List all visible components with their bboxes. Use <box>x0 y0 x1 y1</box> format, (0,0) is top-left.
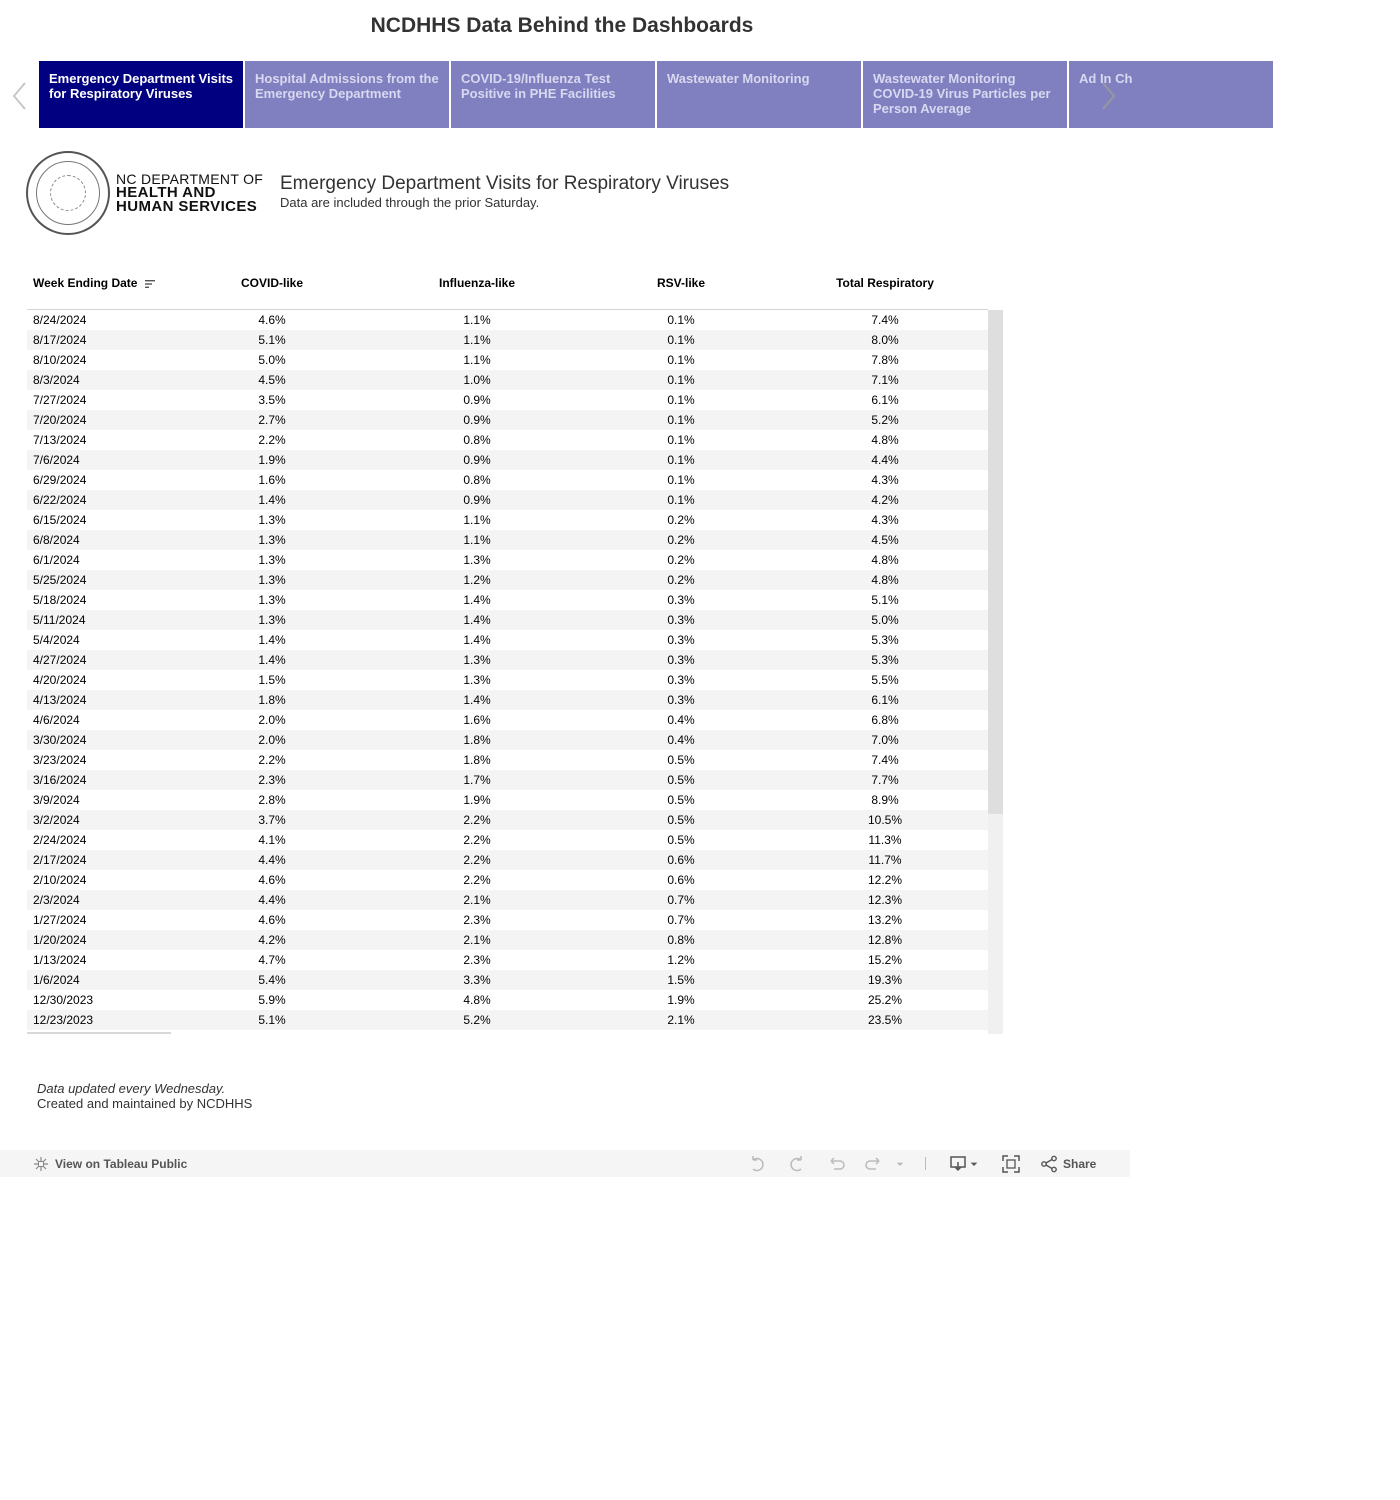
cell-rsv-like: 0.5% <box>667 793 695 807</box>
cell-influenza-like: 1.1% <box>463 513 491 527</box>
cell-rsv-like: 0.1% <box>667 393 695 407</box>
table-row <box>27 830 988 850</box>
cell-influenza-like: 5.2% <box>463 1013 491 1027</box>
cell-week-ending-date: 4/27/2024 <box>33 653 87 667</box>
cell-total-respiratory: 7.4% <box>871 753 899 767</box>
cell-covid-like: 2.7% <box>258 413 286 427</box>
cell-covid-like: 1.6% <box>258 473 286 487</box>
cell-covid-like: 1.3% <box>258 533 286 547</box>
cell-week-ending-date: 8/3/2024 <box>33 373 80 387</box>
table-row <box>27 870 988 890</box>
download-icon <box>950 1155 968 1173</box>
cell-covid-like: 2.3% <box>258 773 286 787</box>
fullscreen-icon <box>1002 1155 1020 1173</box>
cell-rsv-like: 0.3% <box>667 593 695 607</box>
cell-covid-like: 1.4% <box>258 653 286 667</box>
table-row <box>27 670 988 690</box>
cell-covid-like: 5.1% <box>258 1013 286 1027</box>
table-row <box>27 470 988 490</box>
cell-rsv-like: 0.6% <box>667 853 695 867</box>
table-row <box>27 890 988 910</box>
table-row <box>27 930 988 950</box>
cell-total-respiratory: 6.1% <box>871 693 899 707</box>
cell-week-ending-date: 1/6/2024 <box>33 973 80 987</box>
cell-total-respiratory: 4.8% <box>871 553 899 567</box>
page-title: NCDHHS Data Behind the Dashboards <box>370 14 754 37</box>
cell-total-respiratory: 4.4% <box>871 453 899 467</box>
cell-rsv-like: 0.1% <box>667 433 695 447</box>
cell-total-respiratory: 4.3% <box>871 513 899 527</box>
cell-week-ending-date: 8/17/2024 <box>33 333 87 347</box>
cell-week-ending-date: 5/25/2024 <box>33 573 87 587</box>
cell-covid-like: 4.4% <box>258 853 286 867</box>
cell-influenza-like: 1.9% <box>463 793 491 807</box>
cell-rsv-like: 0.8% <box>667 933 695 947</box>
cell-influenza-like: 1.3% <box>463 553 491 567</box>
table-header <box>27 258 988 310</box>
cell-total-respiratory: 4.5% <box>871 533 899 547</box>
cell-total-respiratory: 6.8% <box>871 713 899 727</box>
table-row <box>27 410 988 430</box>
cell-influenza-like: 0.8% <box>463 433 491 447</box>
cell-total-respiratory: 5.5% <box>871 673 899 687</box>
cell-influenza-like: 2.2% <box>463 833 491 847</box>
cell-rsv-like: 0.5% <box>667 813 695 827</box>
cell-influenza-like: 2.2% <box>463 853 491 867</box>
cell-total-respiratory: 23.5% <box>867 1013 903 1027</box>
cell-rsv-like: 0.5% <box>667 833 695 847</box>
table-row <box>27 390 988 410</box>
cell-covid-like: 1.3% <box>258 553 286 567</box>
cell-covid-like: 2.0% <box>258 713 286 727</box>
refresh-menu-button[interactable] <box>894 1150 906 1177</box>
cell-rsv-like: 1.2% <box>667 953 695 967</box>
cell-rsv-like: 0.7% <box>667 913 695 927</box>
cell-week-ending-date: 7/27/2024 <box>33 393 87 407</box>
table-row <box>27 950 988 970</box>
update-note: Data updated every Wednesday. <box>37 1081 226 1096</box>
table-row <box>27 650 988 670</box>
cell-rsv-like: 1.9% <box>667 993 695 1007</box>
cell-covid-like: 5.0% <box>258 353 286 367</box>
cell-week-ending-date: 7/20/2024 <box>33 413 87 427</box>
cell-total-respiratory: 5.0% <box>871 613 899 627</box>
cell-total-respiratory: 12.8% <box>867 933 903 947</box>
cell-influenza-like: 1.3% <box>463 653 491 667</box>
cell-week-ending-date: 2/24/2024 <box>33 833 87 847</box>
cell-week-ending-date: 2/3/2024 <box>33 893 80 907</box>
cell-rsv-like: 0.2% <box>667 513 695 527</box>
cell-rsv-like: 0.4% <box>667 733 695 747</box>
cell-rsv-like: 0.6% <box>667 873 695 887</box>
cell-total-respiratory: 4.3% <box>871 473 899 487</box>
table-row <box>27 370 988 390</box>
cell-total-respiratory: 11.3% <box>868 833 902 847</box>
maintainer-note: Created and maintained by NCDHHS <box>37 1096 253 1111</box>
cell-total-respiratory: 15.2% <box>867 953 903 967</box>
cell-week-ending-date: 12/23/2023 <box>33 1013 94 1027</box>
cell-covid-like: 1.8% <box>258 693 286 707</box>
cell-week-ending-date: 2/17/2024 <box>33 853 87 867</box>
tab-2[interactable]: COVID-19/Influenza Test Positive in PHE Facilities <box>451 61 655 128</box>
cell-total-respiratory: 12.2% <box>867 873 903 887</box>
scrollbar-thumb[interactable] <box>988 310 1003 814</box>
cell-influenza-like: 0.9% <box>463 413 491 427</box>
vertical-scrollbar[interactable] <box>988 310 1003 1034</box>
share-button[interactable] <box>1040 1150 1096 1177</box>
cell-total-respiratory: 7.0% <box>871 733 899 747</box>
cell-rsv-like: 0.1% <box>667 333 695 347</box>
cell-week-ending-date: 3/2/2024 <box>33 813 80 827</box>
tabs-scroll-right-button[interactable] <box>1094 78 1122 114</box>
cell-rsv-like: 0.1% <box>667 493 695 507</box>
table-row <box>27 990 988 1010</box>
toolbar-divider <box>925 1157 926 1170</box>
cell-week-ending-date: 5/18/2024 <box>33 593 87 607</box>
chevron-down-icon <box>894 1158 906 1170</box>
cell-total-respiratory: 7.8% <box>871 353 899 367</box>
cell-total-respiratory: 13.2% <box>867 913 903 927</box>
tableau-icon <box>32 1155 50 1173</box>
cell-covid-like: 1.3% <box>258 513 286 527</box>
view-on-tableau-public-label: View on Tableau Public <box>55 1156 188 1171</box>
table-row <box>27 1010 988 1030</box>
cell-total-respiratory: 5.3% <box>871 633 899 647</box>
share-icon <box>1040 1155 1058 1173</box>
cell-week-ending-date: 4/20/2024 <box>33 673 87 687</box>
cell-total-respiratory: 5.2% <box>871 413 899 427</box>
cell-rsv-like: 0.7% <box>667 893 695 907</box>
cell-covid-like: 5.9% <box>258 993 286 1007</box>
cell-influenza-like: 0.8% <box>463 473 491 487</box>
cell-influenza-like: 1.4% <box>463 613 491 627</box>
cell-covid-like: 4.1% <box>258 833 286 847</box>
chevron-left-icon <box>11 81 29 111</box>
cell-covid-like: 2.0% <box>258 733 286 747</box>
table-row <box>27 590 988 610</box>
table-row <box>27 570 988 590</box>
cell-rsv-like: 0.1% <box>667 313 695 327</box>
cell-influenza-like: 0.9% <box>463 453 491 467</box>
cell-covid-like: 4.7% <box>258 953 286 967</box>
sort-icon[interactable] <box>144 278 156 290</box>
cell-rsv-like: 2.1% <box>667 1013 695 1027</box>
table-row <box>27 610 988 630</box>
cell-total-respiratory: 8.9% <box>871 793 899 807</box>
cell-influenza-like: 1.0% <box>463 373 491 387</box>
cell-week-ending-date: 3/9/2024 <box>33 793 80 807</box>
cell-total-respiratory: 8.0% <box>871 333 899 347</box>
table-row <box>27 450 988 470</box>
cell-covid-like: 5.4% <box>258 973 286 987</box>
cell-total-respiratory: 5.1% <box>871 593 899 607</box>
cell-influenza-like: 1.1% <box>463 533 491 547</box>
undo-button[interactable] <box>748 1150 766 1177</box>
cell-influenza-like: 2.2% <box>463 873 491 887</box>
cell-week-ending-date: 6/22/2024 <box>33 493 87 507</box>
table-row <box>27 730 988 750</box>
cell-covid-like: 1.4% <box>258 633 286 647</box>
table-row <box>27 790 988 810</box>
cell-week-ending-date: 8/10/2024 <box>33 353 87 367</box>
logo-line-3: HUMAN SERVICES <box>116 198 258 215</box>
cell-covid-like: 1.3% <box>258 593 286 607</box>
column-header-covid-like[interactable]: COVID-like <box>240 276 303 290</box>
cell-rsv-like: 0.1% <box>667 353 695 367</box>
tab-3[interactable]: Wastewater Monitoring <box>657 61 861 128</box>
cell-total-respiratory: 11.7% <box>868 853 902 867</box>
cell-covid-like: 1.5% <box>258 673 286 687</box>
cell-covid-like: 4.6% <box>258 913 286 927</box>
share-label: Share <box>1063 1156 1097 1171</box>
table-row <box>27 530 988 550</box>
cell-week-ending-date: 7/6/2024 <box>33 453 80 467</box>
cell-week-ending-date: 7/13/2024 <box>33 433 87 447</box>
cell-week-ending-date: 8/24/2024 <box>33 313 87 327</box>
state-seal-icon <box>26 151 110 235</box>
view-on-tableau-public-link[interactable] <box>32 1150 187 1177</box>
cell-covid-like: 4.5% <box>258 373 286 387</box>
cell-rsv-like: 0.1% <box>667 453 695 467</box>
cell-week-ending-date: 6/1/2024 <box>33 553 80 567</box>
tab-0[interactable]: Emergency Department Visits for Respiratory Viruses <box>39 61 243 128</box>
fullscreen-button[interactable] <box>1002 1150 1020 1177</box>
cell-week-ending-date: 12/30/2023 <box>33 993 94 1007</box>
table-row <box>27 910 988 930</box>
undo-icon <box>748 1155 766 1173</box>
cell-rsv-like: 0.1% <box>667 473 695 487</box>
cell-week-ending-date: 1/27/2024 <box>33 913 87 927</box>
cell-covid-like: 4.4% <box>258 893 286 907</box>
cell-rsv-like: 0.3% <box>667 673 695 687</box>
cell-total-respiratory: 12.3% <box>867 893 903 907</box>
table-row <box>27 690 988 710</box>
cell-rsv-like: 1.5% <box>667 973 695 987</box>
cell-week-ending-date: 6/15/2024 <box>33 513 87 527</box>
cell-covid-like: 4.2% <box>258 933 286 947</box>
cell-covid-like: 4.6% <box>258 873 286 887</box>
cell-week-ending-date: 3/16/2024 <box>33 773 87 787</box>
cell-rsv-like: 0.5% <box>667 773 695 787</box>
cell-influenza-like: 1.6% <box>463 713 491 727</box>
cell-week-ending-date: 4/6/2024 <box>33 713 80 727</box>
tab-4[interactable]: Wastewater Monitoring COVID-19 Virus Particles per Person Average <box>863 61 1067 128</box>
cell-rsv-like: 0.5% <box>667 753 695 767</box>
cell-influenza-like: 1.4% <box>463 633 491 647</box>
table-row <box>27 710 988 730</box>
cell-total-respiratory: 4.2% <box>871 493 899 507</box>
cell-total-respiratory: 7.7% <box>871 773 899 787</box>
table-row <box>27 310 988 330</box>
cell-influenza-like: 1.1% <box>463 353 491 367</box>
cell-covid-like: 1.4% <box>258 493 286 507</box>
tableau-toolbar <box>0 1150 1130 1177</box>
refresh-icon <box>864 1155 882 1173</box>
table-row <box>27 850 988 870</box>
cell-influenza-like: 2.1% <box>463 893 491 907</box>
redo-button[interactable] <box>788 1150 806 1177</box>
column-header-week-ending-date[interactable]: Week Ending Date <box>33 276 138 290</box>
cell-week-ending-date: 3/23/2024 <box>33 753 87 767</box>
tab-1[interactable]: Hospital Admissions from the Emergency Department <box>245 61 449 128</box>
cell-total-respiratory: 5.3% <box>871 653 899 667</box>
cell-influenza-like: 0.9% <box>463 493 491 507</box>
cell-rsv-like: 0.1% <box>667 373 695 387</box>
cell-covid-like: 3.7% <box>258 813 286 827</box>
cell-rsv-like: 0.2% <box>667 573 695 587</box>
cell-covid-like: 3.5% <box>258 393 286 407</box>
ncdhhs-logo <box>26 150 266 236</box>
cell-week-ending-date: 1/13/2024 <box>33 953 87 967</box>
cell-total-respiratory: 7.1% <box>871 373 899 387</box>
cell-total-respiratory: 4.8% <box>871 433 899 447</box>
tab-strip <box>39 61 1133 128</box>
cell-covid-like: 4.6% <box>258 313 286 327</box>
column-header-total-respiratory[interactable]: Total Respiratory <box>836 276 934 290</box>
cell-total-respiratory: 10.5% <box>867 813 903 827</box>
cell-week-ending-date: 1/20/2024 <box>33 933 87 947</box>
table-row <box>27 970 988 990</box>
tab-5[interactable]: Ad In Ch <box>1069 61 1273 128</box>
cell-week-ending-date: 6/8/2024 <box>33 533 80 547</box>
cell-covid-like: 2.8% <box>258 793 286 807</box>
table-row <box>27 810 988 830</box>
cell-week-ending-date: 2/10/2024 <box>33 873 87 887</box>
cell-covid-like: 2.2% <box>258 433 286 447</box>
cell-influenza-like: 1.4% <box>463 693 491 707</box>
cell-influenza-like: 1.8% <box>463 753 491 767</box>
tabs-scroll-left-button[interactable] <box>6 78 34 114</box>
table-row <box>27 490 988 510</box>
cell-covid-like: 1.3% <box>258 573 286 587</box>
chevron-down-icon <box>968 1158 980 1170</box>
cell-influenza-like: 0.9% <box>463 393 491 407</box>
cell-total-respiratory: 25.2% <box>867 993 903 1007</box>
cell-influenza-like: 2.3% <box>463 913 491 927</box>
cell-influenza-like: 1.1% <box>463 333 491 347</box>
table-row <box>27 550 988 570</box>
logo-line-1: NC DEPARTMENT OF <box>116 171 264 187</box>
cell-covid-like: 1.3% <box>258 613 286 627</box>
revert-icon <box>828 1155 846 1173</box>
cell-week-ending-date: 5/11/2024 <box>33 613 86 627</box>
dashboard-subtitle: Data are included through the prior Saturday. <box>280 195 540 210</box>
cell-rsv-like: 0.1% <box>667 413 695 427</box>
cell-influenza-like: 3.3% <box>463 973 491 987</box>
logo-line-2: HEALTH AND <box>116 184 216 201</box>
cell-rsv-like: 0.2% <box>667 533 695 547</box>
cell-rsv-like: 0.2% <box>667 553 695 567</box>
horizontal-scrollbar[interactable] <box>27 1032 171 1034</box>
cell-influenza-like: 1.3% <box>463 673 491 687</box>
cell-influenza-like: 2.1% <box>463 933 491 947</box>
cell-total-respiratory: 19.3% <box>867 973 903 987</box>
chevron-right-icon <box>1099 81 1117 111</box>
refresh-button[interactable] <box>864 1150 882 1177</box>
redo-icon <box>788 1155 806 1173</box>
cell-covid-like: 5.1% <box>258 333 286 347</box>
table-row <box>27 750 988 770</box>
cell-rsv-like: 0.3% <box>667 613 695 627</box>
cell-influenza-like: 1.7% <box>463 773 491 787</box>
table-row <box>27 330 988 350</box>
cell-rsv-like: 0.3% <box>667 693 695 707</box>
table-row <box>27 350 988 370</box>
dashboard-title: Emergency Department Visits for Respiratory Viruses <box>280 173 730 194</box>
cell-influenza-like: 1.1% <box>463 313 491 327</box>
cell-total-respiratory: 6.1% <box>871 393 899 407</box>
column-header-rsv-like[interactable]: RSV-like <box>656 276 706 290</box>
cell-rsv-like: 0.4% <box>667 713 695 727</box>
cell-week-ending-date: 5/4/2024 <box>33 633 80 647</box>
download-button[interactable] <box>950 1150 980 1177</box>
cell-influenza-like: 4.8% <box>463 993 491 1007</box>
cell-influenza-like: 2.3% <box>463 953 491 967</box>
column-header-influenza-like[interactable]: Influenza-like <box>438 276 515 290</box>
cell-total-respiratory: 7.4% <box>871 313 899 327</box>
cell-influenza-like: 1.4% <box>463 593 491 607</box>
cell-week-ending-date: 4/13/2024 <box>33 693 87 707</box>
cell-week-ending-date: 3/30/2024 <box>33 733 87 747</box>
cell-influenza-like: 1.8% <box>463 733 491 747</box>
cell-week-ending-date: 6/29/2024 <box>33 473 87 487</box>
table-row <box>27 770 988 790</box>
table-row <box>27 510 988 530</box>
cell-rsv-like: 0.3% <box>667 653 695 667</box>
table-row <box>27 430 988 450</box>
table-body <box>27 310 988 1030</box>
revert-button[interactable] <box>828 1150 846 1177</box>
cell-rsv-like: 0.3% <box>667 633 695 647</box>
cell-covid-like: 2.2% <box>258 753 286 767</box>
cell-total-respiratory: 4.8% <box>871 573 899 587</box>
cell-influenza-like: 1.2% <box>463 573 491 587</box>
cell-influenza-like: 2.2% <box>463 813 491 827</box>
cell-covid-like: 1.9% <box>258 453 286 467</box>
table-row <box>27 630 988 650</box>
